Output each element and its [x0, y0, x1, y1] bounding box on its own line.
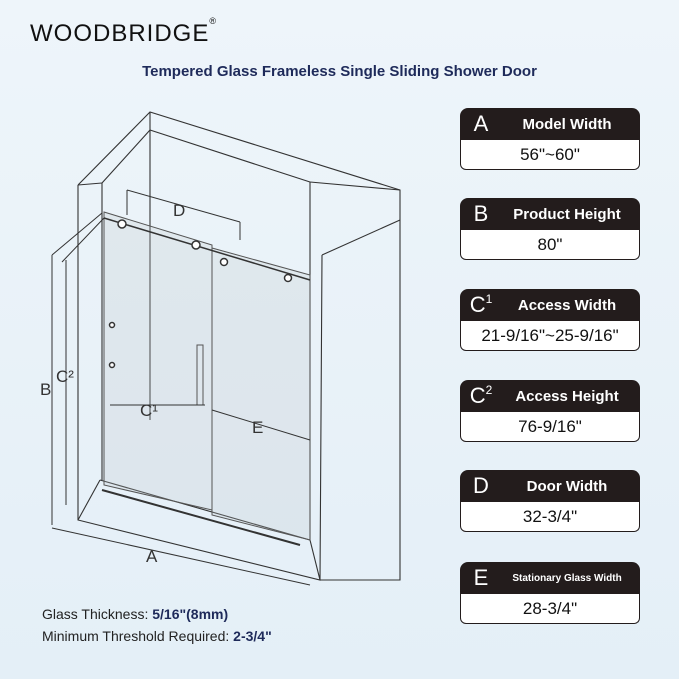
spec-letter: D	[473, 473, 489, 498]
spec-label: Door Width	[526, 477, 608, 495]
label-c2: C²	[56, 367, 74, 386]
spec-value: 28-3/4"	[460, 594, 640, 624]
roller-icon	[118, 220, 126, 228]
spec-letter: B	[473, 201, 489, 226]
brand-name: WOODBRIDGE	[30, 20, 210, 47]
spec-label: Access Width	[517, 296, 617, 314]
roller-icon	[221, 259, 228, 266]
spec-letter: E	[473, 565, 489, 590]
spec-value: 80"	[460, 230, 640, 260]
sliding-door-panel	[104, 212, 212, 510]
hinge-icon	[110, 363, 115, 368]
label-e: E	[252, 418, 264, 437]
registered-mark: ®	[209, 16, 217, 26]
label-b: B	[40, 380, 52, 399]
spec-letter: $C^1$	[469, 292, 493, 317]
spec-card-access-height	[460, 380, 640, 442]
spec-label: Stationary Glass Width	[512, 572, 622, 584]
spec-value: 56"~60"	[460, 140, 640, 170]
spec-value: 76-9/16"	[460, 412, 640, 442]
label-a: A	[146, 547, 158, 566]
glass-thickness-label: Glass Thickness:	[42, 606, 149, 622]
stationary-glass-panel	[212, 248, 310, 540]
spec-card-door-width	[460, 470, 640, 532]
roller-icon	[192, 241, 200, 249]
spec-letter: $C^2$	[469, 383, 493, 408]
threshold-value: 2-3/4"	[233, 628, 272, 644]
page-subtitle: Tempered Glass Frameless Single Sliding Shower Door	[142, 63, 537, 80]
spec-value: 21-9/16"~25-9/16"	[460, 321, 640, 351]
glass-panels	[104, 212, 310, 540]
spec-value: 32-3/4"	[460, 502, 640, 532]
spec-card-product-height	[460, 198, 640, 260]
label-d: D	[173, 201, 186, 220]
label-c1: C¹	[140, 401, 158, 420]
spec-letter: A	[473, 111, 489, 136]
spec-card-stationary-glass-width	[460, 562, 640, 624]
glass-thickness-value: 5/16"(8mm)	[152, 606, 229, 622]
spec-label: Model Width	[522, 115, 612, 133]
spec-label: Access Height	[515, 387, 619, 405]
roller-icon	[285, 275, 292, 282]
spec-card-access-width	[460, 289, 640, 351]
spec-card-model-width	[460, 108, 640, 170]
installation-notes	[42, 603, 272, 647]
spec-label: Product Height	[513, 205, 621, 223]
threshold-label: Minimum Threshold Required:	[42, 628, 230, 644]
hinge-icon	[110, 323, 115, 328]
